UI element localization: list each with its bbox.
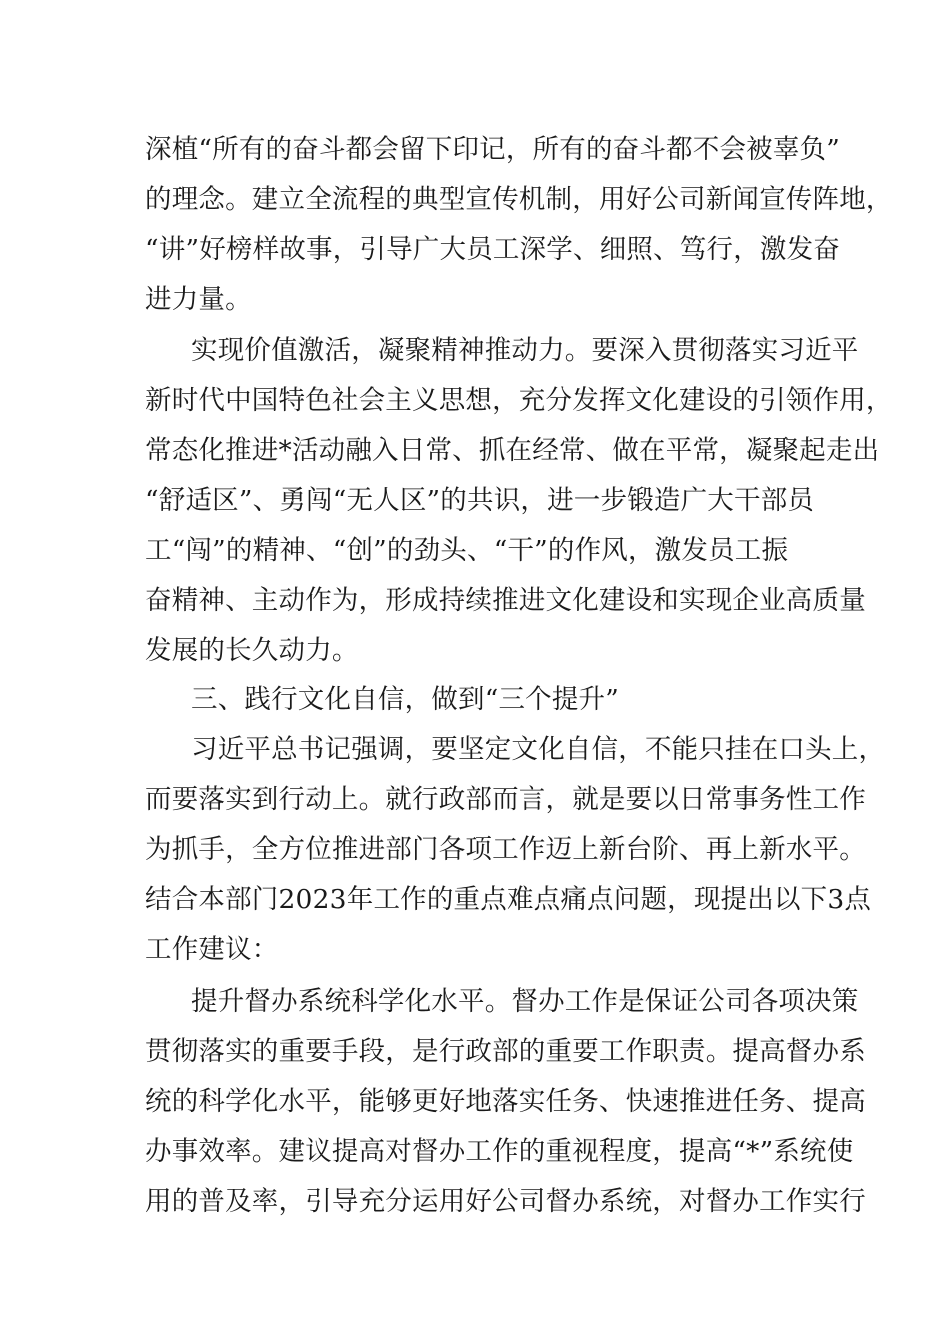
paragraph-line-1: 深植“所有的奋斗都会留下印记，所有的奋斗都不会被辜负” [145, 134, 840, 165]
paragraph-line-17: 工作建议： [145, 934, 279, 965]
paragraph-line-15: 为抓手，全方位推进部门各项工作迈上新台阶、再上新水平。 [145, 834, 866, 865]
paragraph-line-16: 结合本部门2023年工作的重点难点痛点问题，现提出以下3点 [145, 884, 872, 915]
paragraph-line-6: 新时代中国特色社会主义思想，充分发挥文化建设的引领作用， [145, 385, 893, 416]
paragraph-line-20: 统的科学化水平，能够更好地落实任务、快速推进任务、提高 [145, 1086, 866, 1117]
paragraph-line-10: 奋精神、主动作为，形成持续推进文化建设和实现企业高质量 [145, 585, 866, 616]
paragraph-line-3: “讲”好榜样故事，引导广大员工深学、细照、笃行，激发奋 [145, 234, 840, 265]
paragraph-line-21: 办事效率。建议提高对督办工作的重视程度，提高“*”系统使 [145, 1136, 854, 1167]
paragraph-line-14: 而要落实到行动上。就行政部而言，就是要以日常事务性工作 [145, 784, 866, 815]
paragraph-line-4: 进力量。 [145, 284, 252, 315]
paragraph-line-8: “舒适区”、勇闯“无人区”的共识，进一步锻造广大干部员 [145, 485, 815, 516]
paragraph-line-7: 常态化推进*活动融入日常、抓在经常、做在平常，凝聚起走出 [145, 435, 880, 466]
section-heading: 三、践行文化自信，做到“三个提升” [191, 684, 619, 715]
paragraph-line-18: 提升督办系统科学化水平。督办工作是保证公司各项决策 [191, 986, 859, 1017]
paragraph-line-9: 工“闯”的精神、“创”的劲头、“干”的作风，激发员工振 [145, 535, 789, 566]
paragraph-line-11: 发展的长久动力。 [145, 635, 359, 666]
paragraph-line-5: 实现价值激活，凝聚精神推动力。要深入贯彻落实习近平 [191, 335, 859, 366]
paragraph-line-13: 习近平总书记强调，要坚定文化自信，不能只挂在口头上， [191, 734, 886, 765]
paragraph-line-22: 用的普及率，引导充分运用好公司督办系统，对督办工作实行 [145, 1186, 866, 1217]
paragraph-line-2: 的理念。建立全流程的典型宣传机制，用好公司新闻宣传阵地， [145, 184, 893, 215]
paragraph-line-19: 贯彻落实的重要手段，是行政部的重要工作职责。提高督办系 [145, 1036, 866, 1067]
